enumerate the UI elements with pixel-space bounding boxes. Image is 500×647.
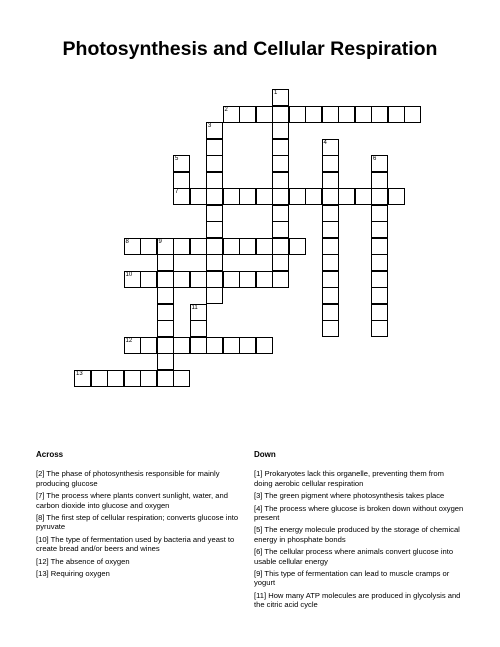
- grid-cell[interactable]: [190, 304, 207, 321]
- grid-cell[interactable]: [371, 221, 388, 238]
- grid-cell[interactable]: [157, 337, 174, 354]
- grid-cell[interactable]: [272, 221, 289, 238]
- puzzle-title: Photosynthesis and Cellular Respiration: [62, 38, 438, 60]
- grid-cell[interactable]: [256, 106, 273, 123]
- grid-cell[interactable]: [206, 254, 223, 271]
- grid-cell[interactable]: [305, 106, 322, 123]
- grid-cell[interactable]: [157, 254, 174, 271]
- grid-cell[interactable]: [371, 320, 388, 337]
- grid-cell[interactable]: [355, 106, 372, 123]
- down-clue: [254, 591, 464, 610]
- grid-cell[interactable]: [371, 106, 388, 123]
- grid-cell[interactable]: [322, 304, 339, 321]
- clue-number: [5]: [254, 525, 263, 535]
- grid-cell[interactable]: [272, 89, 289, 106]
- grid-cell[interactable]: [239, 188, 256, 205]
- grid-cell[interactable]: [338, 188, 355, 205]
- cell-number: 10: [125, 271, 133, 278]
- cell-number: 12: [125, 337, 133, 344]
- grid-cell[interactable]: [223, 238, 240, 255]
- clue-number: [2]: [36, 469, 45, 479]
- grid-cell[interactable]: [124, 337, 141, 354]
- across-clue: [36, 513, 246, 532]
- grid-cell[interactable]: [206, 205, 223, 222]
- grid-cell[interactable]: [371, 205, 388, 222]
- grid-cell[interactable]: [140, 370, 157, 387]
- grid-cell[interactable]: [206, 122, 223, 139]
- clue-text: The process where plants convert sunlight, water, and carbon dioxide into glucose and oxygen: [36, 491, 228, 510]
- grid-cell[interactable]: [371, 304, 388, 321]
- clue-text: The cellular process where animals convert glucose into usable cellular energy: [254, 547, 454, 566]
- across-heading: Across: [36, 450, 64, 459]
- grid-cell[interactable]: [107, 370, 124, 387]
- grid-cell[interactable]: [223, 106, 240, 123]
- clue-number: [13]: [36, 569, 49, 579]
- grid-cell[interactable]: [272, 205, 289, 222]
- down-clue: [254, 569, 464, 588]
- grid-cell[interactable]: [173, 370, 190, 387]
- across-clue: [36, 491, 246, 510]
- clue-text: The first step of cellular respiration; converts glucose into pyruvate: [36, 513, 239, 532]
- grid-cell[interactable]: [272, 122, 289, 139]
- grid-cell[interactable]: [289, 188, 306, 205]
- grid-cell[interactable]: [322, 106, 339, 123]
- clue-text: Requiring oxygen: [48, 569, 110, 579]
- grid-cell[interactable]: [256, 188, 273, 205]
- grid-cell[interactable]: [157, 238, 174, 255]
- grid-cell[interactable]: [272, 172, 289, 189]
- grid-cell[interactable]: [173, 188, 190, 205]
- grid-cell[interactable]: [206, 238, 223, 255]
- cell-number: 2: [224, 106, 228, 113]
- cell-number: 9: [158, 238, 162, 245]
- clue-text: This type of fermentation can lead to muscle cramps or yogurt: [254, 569, 450, 588]
- grid-cell[interactable]: [289, 238, 306, 255]
- down-clue: [254, 547, 464, 566]
- clue-number: [4]: [254, 503, 263, 513]
- grid-cell[interactable]: [239, 238, 256, 255]
- down-clue: [254, 469, 464, 488]
- grid-cell[interactable]: [256, 271, 273, 288]
- grid-cell[interactable]: [338, 106, 355, 123]
- grid-cell[interactable]: [74, 370, 91, 387]
- clue-number: [3]: [254, 491, 263, 501]
- grid-cell[interactable]: [371, 188, 388, 205]
- grid-cell[interactable]: [206, 172, 223, 189]
- grid-cell[interactable]: [272, 271, 289, 288]
- across-clue: [36, 469, 246, 488]
- grid-cell[interactable]: [272, 254, 289, 271]
- cell-number: 11: [191, 304, 198, 311]
- grid-cell[interactable]: [157, 304, 174, 321]
- clue-text: The process where glucose is broken down without oxygen present: [254, 503, 464, 523]
- grid-cell[interactable]: [157, 370, 174, 387]
- clue-number: [7]: [36, 491, 45, 501]
- grid-cell[interactable]: [140, 238, 157, 255]
- grid-cell[interactable]: [206, 188, 223, 205]
- grid-cell[interactable]: [190, 238, 207, 255]
- grid-cell[interactable]: [206, 287, 223, 304]
- grid-cell[interactable]: [322, 320, 339, 337]
- cell-number: 4: [323, 139, 327, 146]
- grid-cell[interactable]: [239, 106, 256, 123]
- grid-cell[interactable]: [322, 271, 339, 288]
- cell-number: 7: [175, 189, 179, 195]
- grid-cell[interactable]: [272, 106, 289, 123]
- cell-number: 8: [125, 238, 129, 245]
- across-clue: [36, 535, 246, 554]
- clue-text: The green pigment where photosynthesis takes place: [262, 491, 445, 501]
- grid-cell[interactable]: [206, 139, 223, 156]
- grid-cell[interactable]: [223, 337, 240, 354]
- grid-cell[interactable]: [206, 337, 223, 354]
- clue-text: The energy molecule produced by the storage of chemical energy in phosphate bonds: [254, 525, 460, 544]
- grid-cell[interactable]: [91, 370, 108, 387]
- grid-cell[interactable]: [190, 320, 207, 337]
- grid-cell[interactable]: [322, 221, 339, 238]
- grid-cell[interactable]: [355, 188, 372, 205]
- grid-cell[interactable]: [206, 221, 223, 238]
- grid-cell[interactable]: [239, 337, 256, 354]
- grid-cell[interactable]: [173, 155, 190, 172]
- grid-cell[interactable]: [124, 271, 141, 288]
- grid-cell[interactable]: [322, 155, 339, 172]
- grid-cell[interactable]: [272, 238, 289, 255]
- grid-cell[interactable]: [371, 172, 388, 189]
- grid-cell[interactable]: [157, 271, 174, 288]
- cell-number: 13: [76, 370, 83, 377]
- grid-cell[interactable]: [223, 188, 240, 205]
- grid-cell[interactable]: [256, 337, 273, 354]
- grid-cell[interactable]: [371, 287, 388, 304]
- down-clue: [254, 491, 464, 500]
- grid-cell[interactable]: [157, 320, 174, 337]
- grid-cell[interactable]: [140, 337, 157, 354]
- grid-cell[interactable]: [322, 205, 339, 222]
- grid-cell[interactable]: [272, 188, 289, 205]
- grid-cell[interactable]: [272, 139, 289, 156]
- grid-cell[interactable]: [223, 271, 240, 288]
- down-heading: Down: [254, 450, 276, 459]
- grid-cell[interactable]: [371, 238, 388, 255]
- grid-cell[interactable]: [272, 155, 289, 172]
- cell-number: 3: [208, 123, 212, 129]
- clue-number: [11]: [254, 590, 267, 600]
- across-clue: [36, 557, 246, 566]
- across-clue: [36, 569, 246, 578]
- clue-text: Prokaryotes lack this organelle, preventing them from doing aerobic cellular respiration: [254, 469, 444, 488]
- grid-cell[interactable]: [371, 271, 388, 288]
- grid-cell[interactable]: [289, 106, 306, 123]
- grid-cell[interactable]: [305, 188, 322, 205]
- grid-cell[interactable]: [388, 106, 405, 123]
- grid-cell[interactable]: [322, 254, 339, 271]
- down-clues: [254, 450, 464, 613]
- grid-cell[interactable]: [404, 106, 421, 123]
- grid-cell[interactable]: [124, 238, 141, 255]
- clue-text: How many ATP molecules are produced in glycolysis and the citric acid cycle: [254, 590, 461, 610]
- grid-cell[interactable]: [206, 271, 223, 288]
- grid-cell[interactable]: [124, 370, 141, 387]
- grid-cell[interactable]: [388, 188, 405, 205]
- across-clues: [36, 450, 246, 581]
- clue-number: [10]: [36, 534, 49, 544]
- grid-cell[interactable]: [190, 337, 207, 354]
- clue-number: [1]: [254, 469, 263, 479]
- grid-cell[interactable]: [140, 271, 157, 288]
- cell-number: 5: [175, 156, 179, 162]
- grid-cell[interactable]: [206, 155, 223, 172]
- down-clue: [254, 504, 464, 523]
- grid-cell[interactable]: [173, 271, 190, 288]
- grid-cell[interactable]: [322, 287, 339, 304]
- grid-cell[interactable]: [173, 172, 190, 189]
- grid-cell[interactable]: [173, 337, 190, 354]
- grid-cell[interactable]: [157, 353, 174, 370]
- clue-number: [6]: [254, 547, 263, 557]
- grid-cell[interactable]: [256, 238, 273, 255]
- down-clue: [254, 525, 464, 544]
- grid-cell[interactable]: [322, 172, 339, 189]
- grid-cell[interactable]: [190, 271, 207, 288]
- grid-cell[interactable]: [371, 155, 388, 172]
- grid-cell[interactable]: [322, 139, 339, 156]
- clue-text: The type of fermentation used by bacteria and yeast to create bread and/or beers and wines: [36, 534, 235, 554]
- cell-number: 6: [373, 156, 377, 162]
- grid-cell[interactable]: [190, 188, 207, 205]
- grid-cell[interactable]: [322, 238, 339, 255]
- clue-number: [9]: [254, 569, 263, 579]
- grid-cell[interactable]: [157, 287, 174, 304]
- clue-text: The absence of oxygen: [48, 556, 130, 566]
- grid-cell[interactable]: [173, 238, 190, 255]
- clue-number: [8]: [36, 513, 45, 523]
- grid-cell[interactable]: [239, 271, 256, 288]
- clue-number: [12]: [36, 556, 49, 566]
- grid-cell[interactable]: [322, 188, 339, 205]
- grid-cell[interactable]: [371, 254, 388, 271]
- cell-number: 1: [274, 90, 278, 96]
- clue-text: The phase of photosynthesis responsible for mainly producing glucose: [36, 469, 220, 488]
